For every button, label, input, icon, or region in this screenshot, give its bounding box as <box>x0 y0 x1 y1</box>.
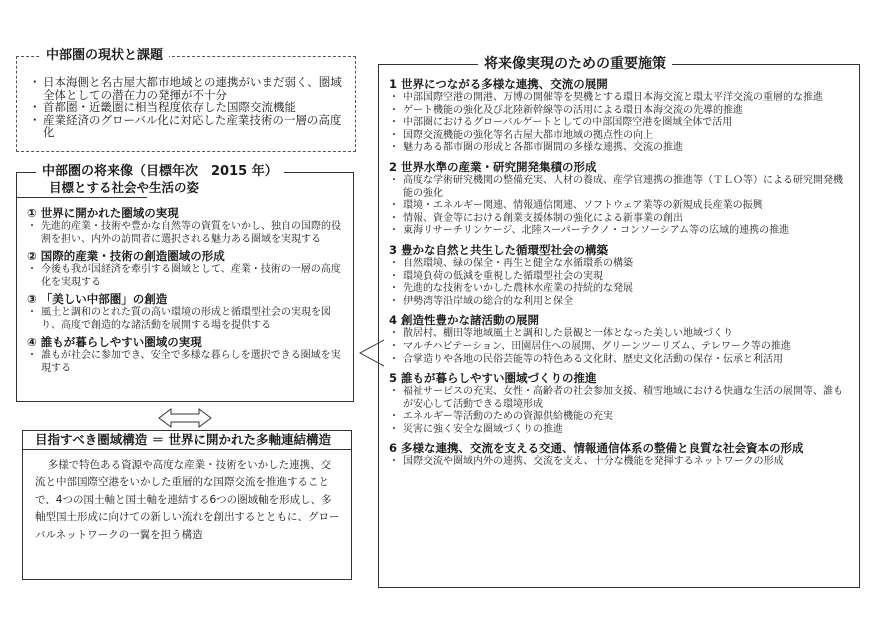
measure-item: ・ 環境負荷の低減を重視した循環型社会の実現 <box>389 271 851 284</box>
measure-item: ・ 中部国際空港の開港、万博の開催等を契機とする環日本海交流と環太平洋交流の重層的な推進 <box>389 92 851 105</box>
measure-item: ・ 伊勢湾等沿岸域の総合的な利用と保全 <box>389 296 851 309</box>
goals-list <box>27 206 345 378</box>
measure-item: ・ 先進的な技術をいかした農林水産業の持続的な発展 <box>389 283 851 296</box>
measure-item: ・ ゲート機能の強化及び北陸新幹線等の活用による環日本海交流の先導的推進 <box>389 105 851 118</box>
goal-item <box>27 249 345 289</box>
measure-heading: 5 誰もが暮らしやすい圏域づくりの推進 <box>389 371 597 386</box>
measure-item: ・ 高度な学術研究機関の整備充実、人材の養成、産学官連携の推進等（ＴＬＯ等）による研究開発機能の強化 <box>389 175 851 200</box>
status-item: ・ 産業経済のグローバル化に対応した産業技術の一層の高度化 <box>29 114 345 139</box>
goal-text: ・ 誰もが社会に参加でき、安全で多様な暮らしを選択できる圏域を実現する <box>27 349 345 375</box>
goal-text: ・ 風土と調和のとれた質の高い環境の形成と循環型社会の実現を図り、高度で創造的な諸活動を展開する場を提供する <box>27 306 345 332</box>
goal-item <box>27 206 345 246</box>
status-title: 中部圏の現状と課題 <box>40 48 169 64</box>
measure-item: ・ 魅力ある都市圏の形成と各都市圏間の多様な連携、交流の推進 <box>389 142 851 155</box>
measure-item: ・ 情報、資金等における創業支援体制の強化による新事業の創出 <box>389 213 851 226</box>
measure-heading: 3 豊かな自然と共生した循環型社会の構築 <box>389 242 609 257</box>
measure-item: ・ 中部圏におけるグローバルゲートとしての中部国際空港を圏域全体で活用 <box>389 117 851 130</box>
future-box <box>16 172 354 402</box>
measure-item: ・ 自然環境、緑の保全・再生と健全な水循環系の構築 <box>389 258 851 271</box>
structure-title: 目指すべき圏域構造 ＝ 世界に開かれた多軸連結構造 <box>35 432 331 447</box>
measure-heading: 1 世界につながる多様な連携、交流の展開 <box>389 77 608 91</box>
measure-item: ・ 合掌造りや各地の民俗芸能等の特色ある文化財、歴史文化活動の保存・伝承と利活用 <box>389 354 851 367</box>
status-list <box>29 76 345 139</box>
measure-section <box>389 441 851 469</box>
measure-item: ・ 福祉サービスの充実、女性・高齢者の社会参加支援、積雪地域における快適な生活の展開等、誰もが安心して活動できる環境形成 <box>389 386 851 411</box>
measures-list <box>389 77 851 474</box>
measure-item: ・ 国際交流機能の強化等名古屋大都市地域の拠点性の向上 <box>389 130 851 143</box>
structure-text: 多様で特色ある資源や高度な産業・技術をいかした連携、交流と中部国際空港をいかした重層的な国際交流を推進することで、4つの国土軸と国土軸を連結する6つの圏域軸を形成し、多軸型国土形成に向けての新しい流れを創出するとともに、グローバルネットワークの一翼を担う構造 <box>35 459 340 541</box>
future-subtitle: 目標とする社会や生活の姿 <box>49 180 200 195</box>
measure-heading: 6 多様な連携、交流を支える交通、情報通信体系の整備と良質な社会資本の形成 <box>389 441 804 456</box>
measure-item: ・ 環境・エネルギー関連、情報通信関連、ソフトウェア業等の新規成長産業の振興 <box>389 200 851 213</box>
measure-item: ・ マルチハビテーション、田園居住への展開、グリーンツーリズム、テレワーク等の推進 <box>389 341 851 354</box>
status-item: ・ 日本海側と名古屋大都市地域との連携がいまだ弱く、圏域全体としての潜在力の発揮が不十分 <box>29 76 345 101</box>
goal-text: ・ 今後も我が国経済を牽引する圏域として、産業・技術の一層の高度化を実現する <box>27 263 345 289</box>
future-title: 中部圏の将来像（目標年次 2015 年） <box>36 164 284 180</box>
measure-section <box>389 243 851 308</box>
goal-text: ・ 先進的産業・技術や豊かな自然等の資質をいかし、独自の国際的役割を担い、内外の訪問者に選択される魅力ある圏域を実現する <box>27 220 345 246</box>
measure-item: ・ 東海リサーチリンケージ、北陸スーパーテクノ・コンソーシアム等の広域的連携の推進 <box>389 225 851 238</box>
measure-item: ・ 散居村、棚田等地域風土と調和した景観と一体となった美しい地域づくり <box>389 328 851 341</box>
goal-item <box>27 292 345 332</box>
measure-item: ・ 災害に強く安全な圏域づくりの推進 <box>389 424 851 437</box>
double-arrow-icon <box>155 406 215 430</box>
measure-item: ・ エネルギー等活動のための資源供給機能の充実 <box>389 411 851 424</box>
goal-heading: ② 国際的産業・技術の創造圏域の形成 <box>27 249 225 263</box>
measure-heading: 4 創造性豊かな諸活動の展開 <box>389 313 540 328</box>
status-item: ・ 首都圏・近畿圏に相当程度依存した国際交流機能 <box>29 101 345 114</box>
goal-heading: ① 世界に開かれた圏域の実現 <box>27 206 179 220</box>
measure-section <box>389 371 851 436</box>
measure-section <box>389 77 851 155</box>
measure-item: ・ 国際交流や圏域内外の連携、交流を支え、十分な機能を発揮するネットワークの形成 <box>389 456 851 469</box>
measure-heading: 2 世界水準の産業・研究開発集積の形成 <box>389 159 597 174</box>
status-box <box>16 56 356 152</box>
structure-box <box>22 430 352 580</box>
measures-title: 将来像実現のための重要施策 <box>478 56 672 72</box>
measure-section <box>389 160 851 238</box>
goal-heading: ④ 誰もが暮らしやすい圏域の実現 <box>27 335 202 349</box>
goal-heading: ③ 「美しい中部圏」の創造 <box>27 292 168 306</box>
measure-section <box>389 313 851 366</box>
goal-item <box>27 335 345 375</box>
measures-box <box>378 64 860 588</box>
subtitle-rule <box>17 197 147 198</box>
structure-title-rule <box>23 449 351 450</box>
